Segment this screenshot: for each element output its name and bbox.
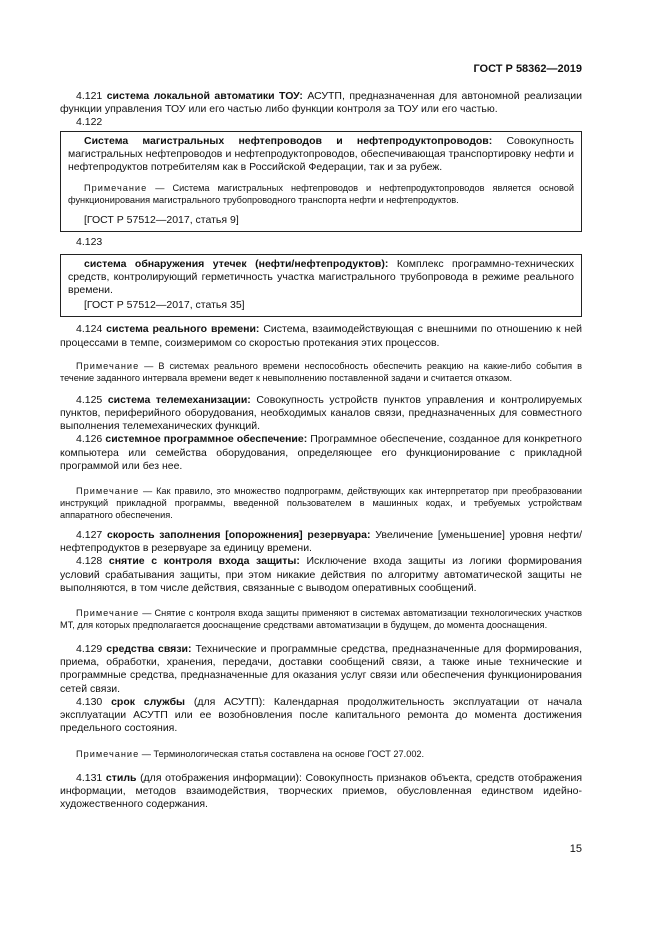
note-dash: — bbox=[144, 360, 154, 371]
term-number: 4.125 bbox=[76, 393, 103, 406]
term-title: система телемеханизации: bbox=[107, 393, 251, 406]
term-number: 4.131 bbox=[76, 771, 103, 784]
term-4-130 bbox=[60, 696, 582, 736]
term-definition: Совокупность магистральных нефтепроводов и нефтепродуктопроводов, обеспечивающая транспортировку нефти и нефтепродуктов потребителям как в Российской Федерации, так и за рубеж. bbox=[68, 134, 574, 174]
term-number: 4.129 bbox=[76, 643, 103, 656]
note-label: Примечание bbox=[76, 748, 140, 759]
term-definition: Технические и программные средства, предназначенные для формирования, приема, обработки, хранения, передачи, доставки сообщений связи, а также иные технические и программные средства, предназначенные для оказания услуг связи или обеспечения функционирования сетей связи. bbox=[60, 643, 582, 695]
term-qualifier: (для АСУТП): bbox=[193, 695, 266, 708]
note-4-124 bbox=[60, 360, 582, 384]
term-title: снятие с контроля входа защиты: bbox=[108, 555, 300, 568]
page-number: 15 bbox=[569, 843, 582, 855]
term-title: Система магистральных нефтепроводов и нефтепродуктопроводов: bbox=[84, 134, 493, 147]
term-definition: Совокупность признаков объекта, средств отображения информации, методов взаимодействия, творческих приемов, обусловленная единством идейно-художественного содержания. bbox=[60, 771, 583, 810]
term-4-124 bbox=[60, 323, 582, 349]
note-label: Примечание bbox=[76, 608, 140, 619]
term-title: система локальной автоматики ТОУ: bbox=[106, 90, 303, 102]
note-text: Снятие с контроля входа защиты применяют в системах автоматизации технологических участков МТ, для которых предполагается дооснащение средствами автоматизации в будущем, до момента дооснащения. bbox=[60, 608, 582, 631]
note-dash: — bbox=[142, 608, 152, 619]
term-title: срок службы bbox=[111, 695, 186, 708]
term-definition: Увеличение [уменьшение] уровня нефти/нефтепродуктов в резервуаре за единицу времени. bbox=[60, 529, 582, 555]
term-qualifier: (для отображения информации): bbox=[140, 771, 302, 784]
note-dash: — bbox=[143, 486, 153, 497]
term-4-129 bbox=[60, 643, 582, 696]
term-title: система обнаружения утечек (нефти/нефтепродуктов): bbox=[84, 257, 389, 270]
term-definition: Комплекс программно-технических средств, контролирующий герметичность участка магистрального трубопровода в режиме реального времени. bbox=[68, 257, 574, 297]
note-text: Как правило, это множество подпрограмм, действующих как интерпретатор при преобразовании инструкций прикладной программы, введенной пользователем в машинных кодах, и требуемых устройствам аппаратного обеспечения. bbox=[60, 486, 582, 521]
note-dash: — bbox=[155, 183, 165, 194]
note-4-128 bbox=[60, 607, 582, 631]
term-title: стиль bbox=[105, 771, 137, 784]
term-4-127 bbox=[60, 529, 582, 555]
term-title: системное программное обеспечение: bbox=[105, 433, 308, 446]
term-number-4-123: 4.123 bbox=[76, 236, 103, 249]
term-box-4-122 bbox=[60, 131, 582, 233]
term-definition: Исключение входа защиты из логики формирования условий срабатывания защиты, при этом никакие действия по алгоритму автоматической защиты не выполняются, в том числе действия, связанные с выводом оперативных сообщений. bbox=[60, 555, 582, 594]
term-number: 4.126 bbox=[76, 433, 103, 446]
term-box-4-123 bbox=[60, 254, 582, 318]
note-label: Примечание bbox=[76, 360, 140, 371]
document-body bbox=[60, 90, 582, 811]
reference-4-122: [ГОСТ Р 57512—2017, статья 9] bbox=[84, 214, 239, 227]
term-number: 4.128 bbox=[76, 555, 103, 568]
term-title: система реального времени: bbox=[106, 323, 260, 336]
note-text: Система магистральных нефтепроводов и нефтепродуктопроводов является основой функционирования магистрального трубопроводного транспорта нефти и нефтепродуктов. bbox=[68, 183, 574, 206]
note-label: Примечание bbox=[76, 486, 140, 497]
term-number: 4.124 bbox=[76, 323, 103, 336]
term-4-123 bbox=[68, 258, 574, 298]
term-definition: Календарная продолжительность эксплуатации от начала эксплуатации АСУТП или ее возобновления после капитального ремонта до момента достижения предельного состояния. bbox=[60, 695, 583, 735]
term-number: 4.121 bbox=[76, 90, 103, 102]
term-4-128 bbox=[60, 555, 582, 595]
term-number: 4.130 bbox=[76, 695, 103, 708]
note-text: Терминологическая статья составлена на основе ГОСТ 27.002. bbox=[153, 748, 425, 759]
note-dash: — bbox=[141, 748, 151, 759]
note-4-122 bbox=[68, 182, 574, 206]
term-title: средства связи: bbox=[106, 643, 192, 656]
term-definition: Совокупность устройств пунктов управления и контролируемых пунктов, периферийного оборудования, необходимых каналов связи, предназначенных для совместного выполнения телемеханических функций. bbox=[60, 393, 583, 433]
note-4-126 bbox=[60, 485, 582, 521]
term-4-125 bbox=[60, 394, 582, 434]
note-label: Примечание bbox=[84, 183, 148, 194]
note-text: В системах реального времени неспособность обеспечить реакцию на какие-либо события в течение заданного интервала времени ведет к невыполнению поставленной задачи и считается отказом. bbox=[60, 360, 582, 383]
term-definition: Программное обеспечение, созданное для конкретного компьютера или семейства оборудования, определяющее его функционирование с прикладной программой или без нее. bbox=[60, 433, 582, 472]
term-4-121 bbox=[60, 90, 582, 116]
term-title: скорость заполнения [опорожнения] резервуара: bbox=[107, 529, 371, 542]
note-4-130 bbox=[60, 748, 582, 760]
term-definition: АСУТП, предназначенная для автономной реализации функции управления ТОУ или его частью либо функции контроля за ТОУ или его частью. bbox=[60, 90, 582, 116]
document-header: ГОСТ Р 58362—2019 bbox=[473, 63, 582, 75]
term-number-4-122: 4.122 bbox=[76, 116, 103, 129]
term-number: 4.127 bbox=[76, 529, 103, 542]
term-4-126 bbox=[60, 433, 582, 473]
term-definition: Система, взаимодействующая с внешними по отношению к ней процессами в темпе, соизмеримом со скоростью протекания этих процессов. bbox=[60, 323, 583, 349]
term-4-122 bbox=[68, 135, 574, 175]
reference-4-123: [ГОСТ Р 57512—2017, статья 35] bbox=[84, 299, 245, 312]
term-4-131 bbox=[60, 772, 582, 812]
